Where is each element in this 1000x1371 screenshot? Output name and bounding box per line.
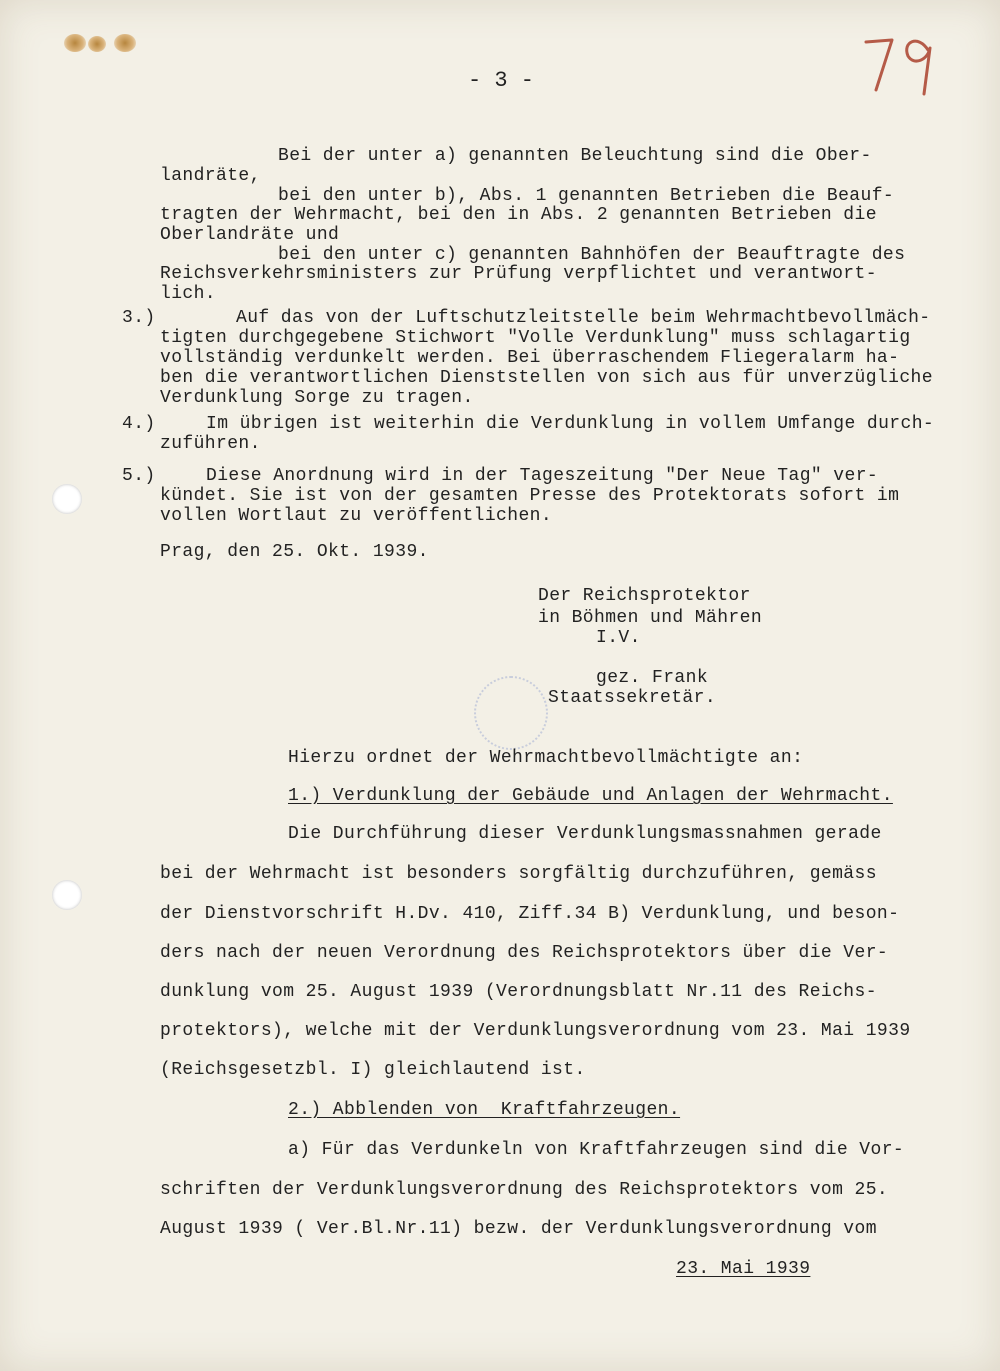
- paragraph-line: Die Durchführung dieser Verdunklungsmassnahmen gerade: [288, 824, 882, 844]
- paragraph-line: Oberlandräte und: [160, 225, 340, 245]
- paragraph-line: bei der Wehrmacht ist besonders sorgfältig durchzuführen, gemäss: [160, 864, 877, 884]
- paragraph-line: bei den unter c) genannten Bahnhöfen der Beauftragte des: [278, 245, 906, 265]
- rust-stain: [64, 34, 86, 52]
- paragraph-line: schriften der Verdunklungsverordnung des Reichsprotektors vom 25.: [160, 1180, 889, 1200]
- paragraph-line: Im übrigen ist weiterhin die Verdunklung in vollem Umfange durch-: [206, 414, 935, 434]
- point-number: 3.): [122, 308, 156, 328]
- paragraph-line: protektors), welche mit der Verdunklungsverordnung vom 23. Mai 1939: [160, 1021, 911, 1041]
- paragraph-line: vollen Wortlaut zu veröffentlichen.: [160, 506, 553, 526]
- punch-hole: [52, 484, 82, 514]
- paragraph-line: landräte,: [160, 166, 261, 186]
- paragraph-line: August 1939 ( Ver.Bl.Nr.11) bezw. der Verdunklungsverordnung vom: [160, 1219, 877, 1239]
- section-heading: 1.) Verdunklung der Gebäude und Anlagen der Wehrmacht.: [288, 786, 893, 806]
- paragraph-line: kündet. Sie ist von der gesamten Presse des Protektorats sofort im: [160, 486, 900, 506]
- paragraph-line: lich.: [160, 284, 217, 304]
- paragraph-line: vollständig verdunkelt werden. Bei überraschendem Fliegeralarm ha-: [160, 348, 900, 368]
- signature-line: I.V.: [596, 628, 641, 648]
- point-number: 4.): [122, 414, 156, 434]
- paragraph-line: Verdunklung Sorge zu tragen.: [160, 388, 474, 408]
- catchword: 23. Mai 1939: [676, 1259, 811, 1279]
- rust-stain: [88, 36, 106, 52]
- paragraph-line: Diese Anordnung wird in der Tageszeitung "Der Neue Tag" ver-: [206, 466, 879, 486]
- paragraph-line: ders nach der neuen Verordnung des Reichsprotektors über die Ver-: [160, 943, 889, 963]
- paragraph-line: Auf das von der Luftschutzleitstelle beim Wehrmachtbevollmäch-: [236, 308, 931, 328]
- place-date: Prag, den 25. Okt. 1939.: [160, 542, 429, 562]
- paragraph-line: zuführen.: [160, 434, 261, 454]
- paragraph-line: tigten durchgegebene Stichwort "Volle Verdunklung" muss schlagartig: [160, 328, 911, 348]
- point-number: 5.): [122, 466, 156, 486]
- faded-stamp: [474, 676, 548, 750]
- rust-stain: [114, 34, 136, 52]
- signature-line: gez. Frank: [596, 668, 709, 688]
- intro-line: Hierzu ordnet der Wehrmachtbevollmächtigte an:: [288, 748, 804, 768]
- page-number: - 3 -: [468, 68, 535, 93]
- punch-hole: [52, 880, 82, 910]
- paragraph-line: tragten der Wehrmacht, bei den in Abs. 2 genannten Betrieben die: [160, 205, 877, 225]
- signature-line: Staatssekretär.: [548, 688, 717, 708]
- paragraph-line: bei den unter b), Abs. 1 genannten Betrieben die Beauf-: [278, 186, 895, 206]
- paragraph-line: a) Für das Verdunkeln von Kraftfahrzeugen sind die Vor-: [288, 1140, 905, 1160]
- paragraph-line: (Reichsgesetzbl. I) gleichlautend ist.: [160, 1060, 586, 1080]
- signature-line: in Böhmen und Mähren: [538, 608, 763, 628]
- paragraph-line: Reichsverkehrsministers zur Prüfung verpflichtet und verantwort-: [160, 264, 877, 284]
- paragraph-line: der Dienstvorschrift H.Dv. 410, Ziff.34 B) Verdunklung, und beson-: [160, 904, 900, 924]
- section-heading: 2.) Abblenden von Kraftfahrzeugen.: [288, 1100, 681, 1120]
- signature-line: Der Reichsprotektor: [538, 586, 751, 606]
- paragraph-line: dunklung vom 25. August 1939 (Verordnungsblatt Nr.11 des Reichs-: [160, 982, 877, 1002]
- paragraph-line: ben die verantwortlichen Dienststellen von sich aus für unverzügliche: [160, 368, 933, 388]
- handwritten-folio-number: [858, 28, 948, 98]
- paragraph-line: Bei der unter a) genannten Beleuchtung sind die Ober-: [278, 146, 872, 166]
